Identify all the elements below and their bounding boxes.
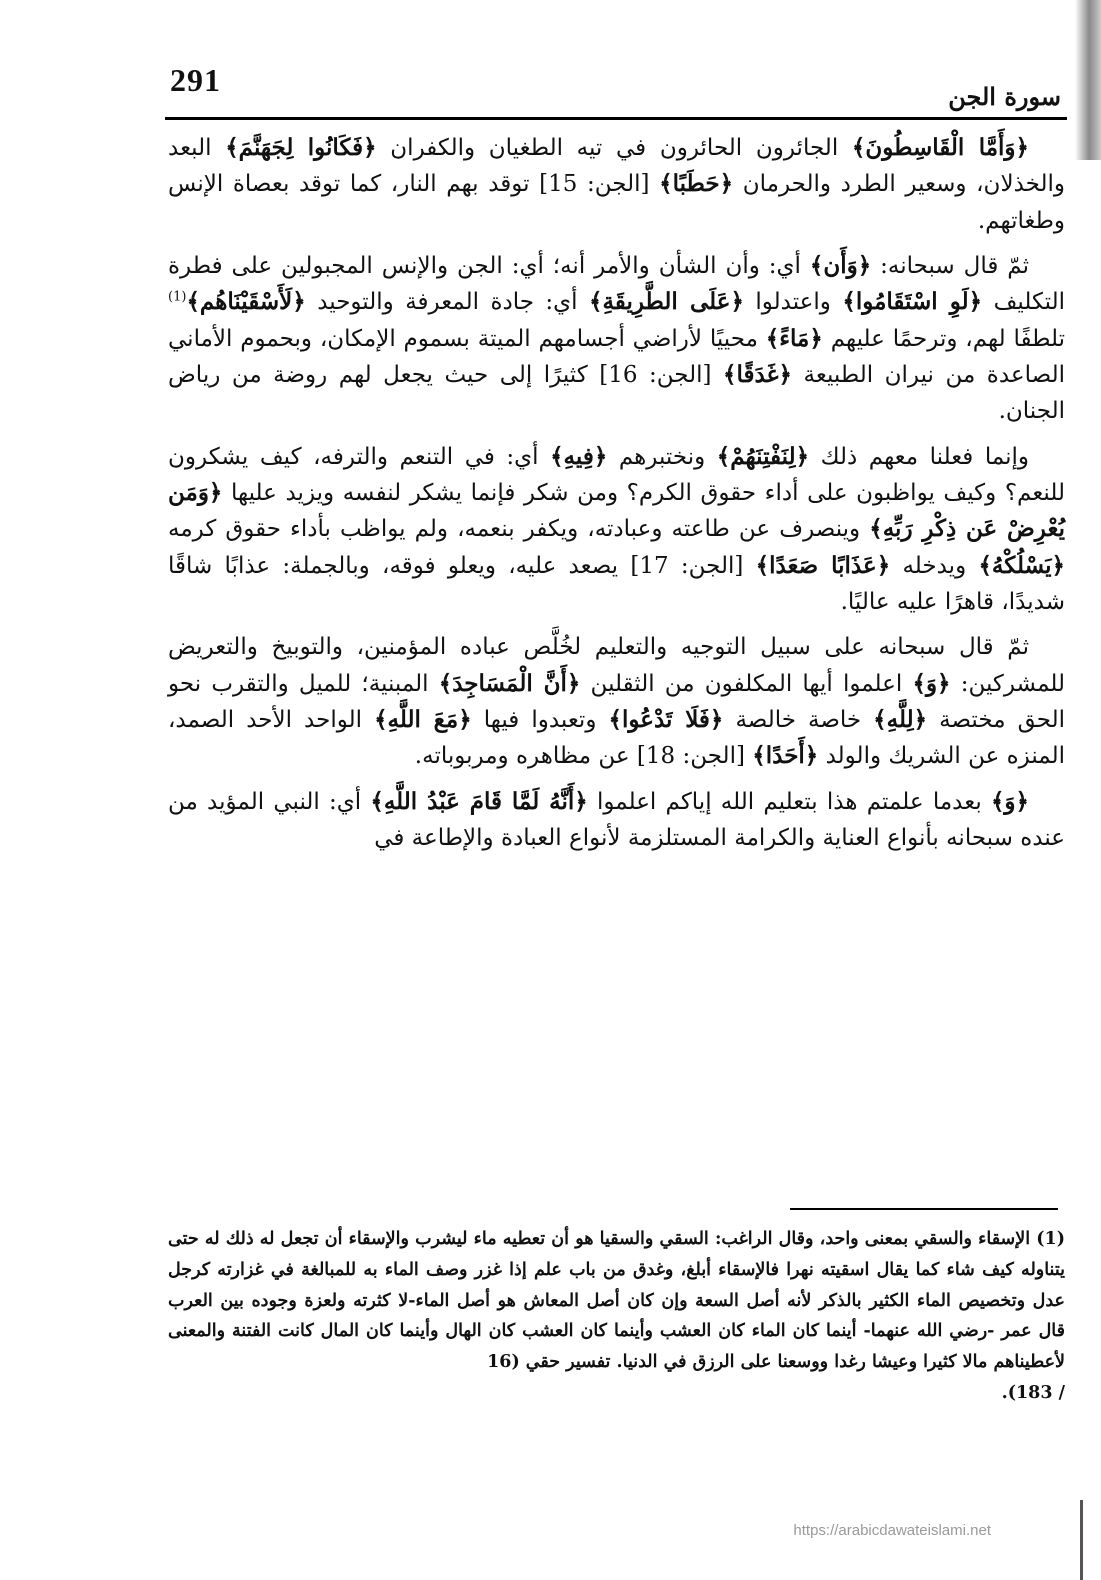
- quran-verse: ﴿وَ﴾: [912, 669, 951, 697]
- paragraph: [168, 629, 1065, 774]
- quran-verse: ﴿وَأَن﴾: [809, 251, 872, 279]
- text-segment: أي: جادة المعرفة والتوحيد: [305, 289, 589, 316]
- text-segment: واعتدلوا: [743, 289, 843, 316]
- quran-verse: ﴿أَنَّ الْمَسَاجِدَ﴾: [438, 669, 581, 697]
- footnotes: [168, 1224, 1065, 1409]
- quran-verse: ﴿لَأَسْقَيْنَاهُم﴾: [186, 288, 306, 316]
- quran-verse: ﴿حَطَبًا﴾: [659, 170, 734, 198]
- text-segment: تلطفًا لهم، وترحمًا عليهم: [822, 325, 1065, 352]
- quran-verse: ﴿فَلَا تَدْعُوا﴾: [608, 705, 724, 733]
- text-segment: [الجن: 15] توقد بهم النار، كما توقد بعصاة الإنس وطغاتهم.: [168, 171, 1065, 234]
- text-segment: أي: النبي المؤيد من عنده سبحانه بأنواع العناية والكرامة المستلزمة لأنواع العبادة والإطاعة في: [168, 788, 1065, 851]
- text-segment: [الجن: 16] كثيرًا إلى حيث يجعل لهم روضة من رياض الجنان.: [168, 361, 1065, 425]
- quran-verse: ﴿عَذَابًا صَعَدًا﴾: [755, 551, 891, 579]
- quran-verse: ﴿أَحَدًا﴾: [752, 742, 819, 770]
- quran-verse: ﴿وَأَمَّا الْقَاسِطُونَ﴾: [851, 134, 1029, 161]
- header-rule: [165, 117, 1067, 120]
- text-segment: المبنية؛ للميل والتقرب نحو الحق مختصة: [168, 670, 1065, 733]
- quran-verse: ﴿غَدَقًا﴾: [722, 360, 793, 388]
- footnote-1: (1) الإسقاء والسقي بمعنى واحد، وقال الراغب: السقي والسقيا هو أن تعطيه ماء ليشرب والإسقاء أن تجعل له ذلك له حتى يتناوله كيف شاء كما يقال اسقيته نهرا فالإسقاء أبلغ، وغدق من باب علم إذا غزر وصف الماء به للمبالغة في غزارته كرجل عدل وتخصيص الماء الكثير بالذكر لأنه أصل السعة وإن كان أصل المعاش هو أصل الماء-لا كثرته ولعزة وجوده بين العرب قال عمر -رضي الله عنهما- أينما كان الماء كان العشب وأينما كان العشب كان الهال وأينما كان المال كانت الفتنة والمعنى لأعطيناهم مالا كثيرا وعيشا رغدا ووسعنا على الرزق في الدنيا. تفسير حقي (16: [168, 1229, 1065, 1373]
- quran-verse: ﴿أَنَّهُ لَمَّا قَامَ عَبْدُ اللَّهِ﴾: [370, 787, 588, 815]
- scan-edge-line: [1080, 1500, 1083, 1580]
- text-segment: البعد والخذلان، وسعير الطرد والحرمان: [168, 135, 1065, 198]
- text-segment: ثمّ قال سبحانه على سبيل التوجيه والتعليم لخُلَّص عباده المؤمنين، والتوبيخ والتعريض للمشركين:: [168, 634, 1065, 697]
- quran-verse: ﴿فِيهِ﴾: [550, 442, 608, 470]
- footnote-marker: (1): [168, 289, 187, 305]
- text-segment: خاصة خالصة: [723, 706, 874, 733]
- text-segment: [الجن: 17] يصعد عليه، ويعلو فوقه، وبالجملة: عذابًا شاقًا شديدًا، قاهرًا عليه عاليًا.: [168, 552, 1065, 615]
- text-segment: محييًا لأراضي أجسامهم الميتة بسموم الإمكان، وبحموم الأماني الصاعدة من نيران الطبيعة: [168, 325, 1065, 388]
- quran-verse: ﴿يَسْلُكْهُ﴾: [978, 551, 1065, 579]
- text-segment: ويدخله: [890, 552, 979, 579]
- text-segment: وتعبدوا فيها: [471, 706, 609, 733]
- text-segment: اعلموا أيها المكلفون من الثقلين: [580, 670, 913, 697]
- paragraph: [168, 248, 1065, 430]
- paragraph: [168, 784, 1065, 857]
- quran-verse: ﴿لِنَفْتِنَهُمْ﴾: [716, 442, 810, 470]
- page-number: 291: [170, 62, 221, 98]
- quran-verse: ﴿فَكَانُوا لِجَهَنَّمَ﴾: [225, 134, 377, 161]
- text-segment: [الجن: 18] عن مظاهره ومربوباته.: [414, 743, 753, 770]
- quran-verse: ﴿لَوِ اسْتَقَامُوا﴾: [842, 288, 983, 316]
- text-segment: بعدما علمتم هذا بتعليم الله إياكم اعلموا: [587, 788, 991, 815]
- paragraph: [168, 130, 1065, 239]
- text-segment: ثمّ قال سبحانه:: [871, 252, 1029, 279]
- surah-title: سورة الجن: [948, 82, 1061, 111]
- main-text: [168, 130, 1065, 865]
- footnote-1-reference-tail: / 183).: [1001, 1382, 1065, 1403]
- quran-verse: ﴿مَاءً﴾: [765, 324, 823, 352]
- text-segment: أي: في التنعم والترفه، كيف يشكرون للنعم؟ وكيف يواظبون على أداء حقوق الكرم؟ ومن شكر فإنما يشكر لنفسه ويزيد عليها: [168, 443, 1065, 506]
- website-watermark: https://arabicdawateislami.net: [793, 1522, 991, 1539]
- text-segment: وينصرف عن طاعته وعبادته، ويكفر بنعمه، ولم يواظب بأداء حقوق كرمه: [168, 516, 870, 543]
- quran-verse: ﴿وَمَن يُعْرِضْ عَن ذِكْرِ رَبِّهِ﴾: [168, 478, 1065, 543]
- text-segment: وإنما فعلنا معهم ذلك: [809, 443, 1030, 470]
- text-segment: الواحد الأحد الصمد، المنزه عن الشريك والولد: [168, 706, 1065, 770]
- footnote-rule: [790, 1208, 1058, 1210]
- paragraph: [168, 439, 1065, 621]
- quran-verse: ﴿وَ﴾: [990, 787, 1030, 815]
- scan-edge-mark: [1075, 0, 1101, 160]
- quran-verse: ﴿مَعَ اللَّهِ﴾: [374, 705, 472, 733]
- quran-verse: ﴿عَلَى الطَّرِيقَةِ﴾: [589, 288, 744, 316]
- text-segment: أي: وأن الشأن والأمر أنه؛ أي: الجن والإنس المجبولين على فطرة التكليف: [168, 252, 1066, 316]
- text-segment: الجائرون الحائرون في تيه الطغيان والكفران: [376, 135, 852, 161]
- quran-verse: ﴿لِلَّهِ﴾: [873, 705, 928, 733]
- text-segment: ونختبرهم: [607, 443, 717, 470]
